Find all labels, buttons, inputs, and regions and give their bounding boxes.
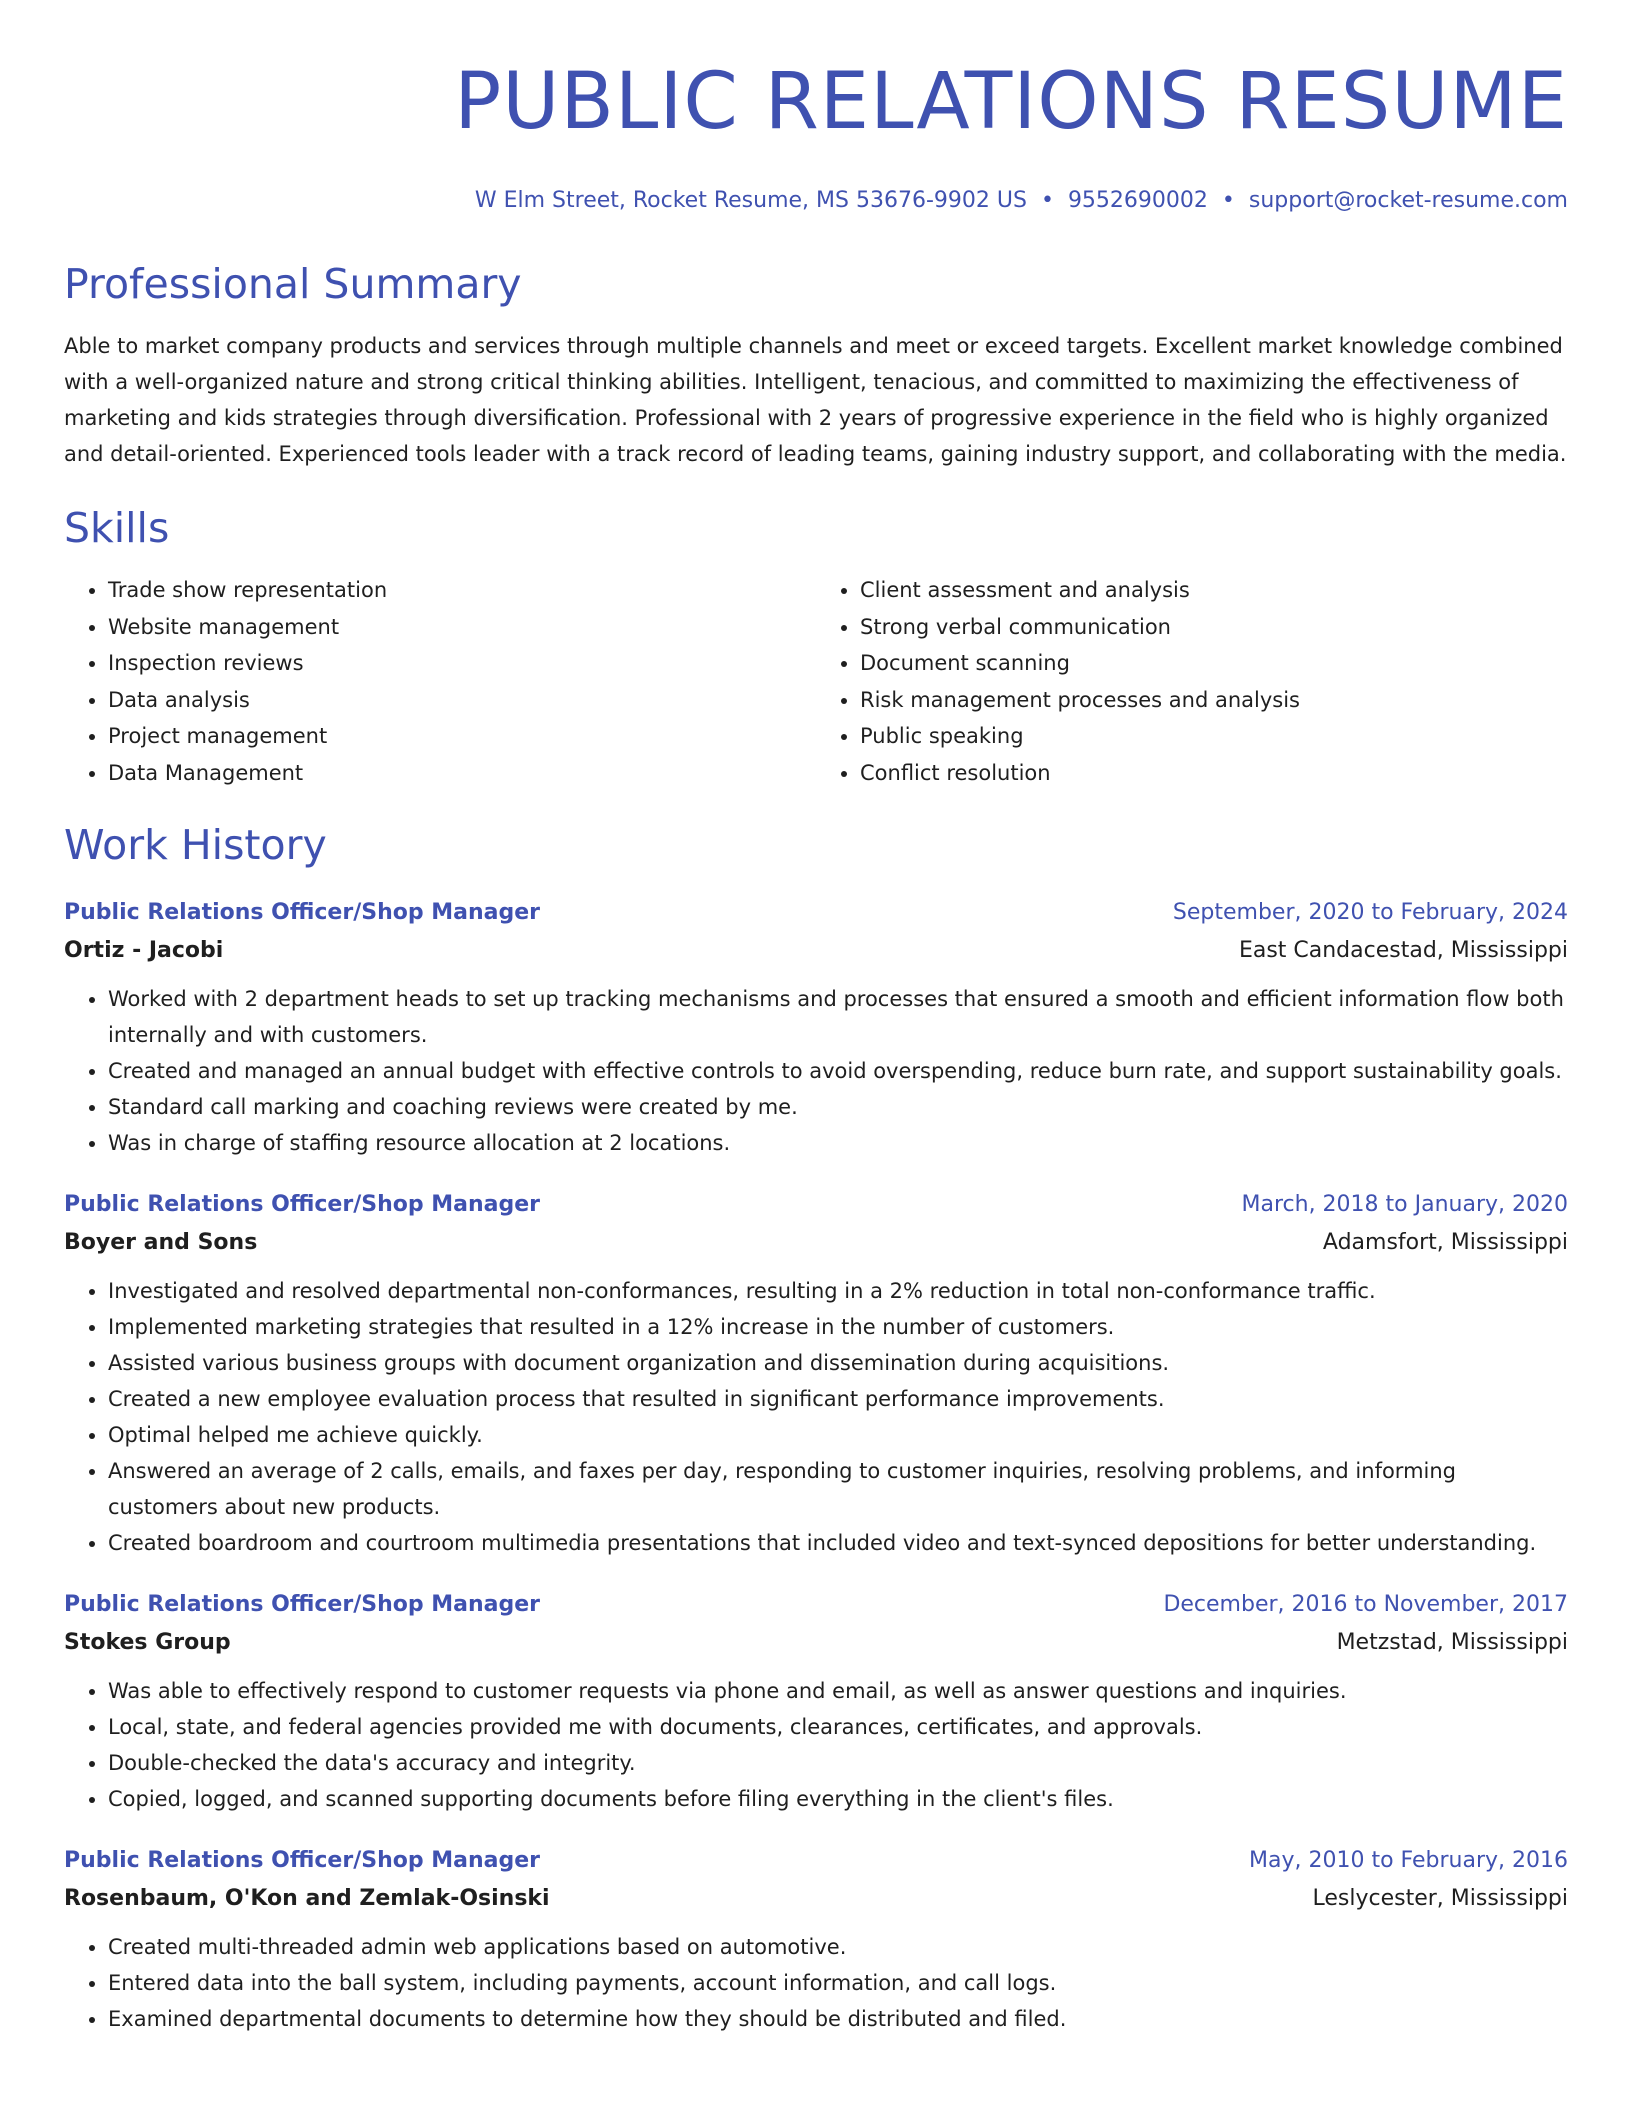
job-entry [64, 1187, 1568, 1561]
job-header [64, 1187, 1568, 1223]
skills-heading: Skills [64, 504, 170, 552]
job-dates: December, 2016 to November, 2017 [1163, 1592, 1568, 1617]
skill-item: • Data analysis [108, 682, 816, 719]
skill-item: • Document scanning [860, 645, 1568, 682]
job-bullets [64, 981, 1568, 1161]
job-entry [64, 895, 1568, 1161]
job-company: Rosenbaum, O'Kon and Zemlak-Osinski [64, 1886, 550, 1911]
job-dates: March, 2018 to January, 2020 [1241, 1192, 1568, 1217]
job-bullet: • Created multi-threaded admin web applications based on automotive. [108, 1929, 1568, 1965]
skill-item: • Client assessment and analysis [860, 572, 1568, 609]
skills-column-left [64, 572, 816, 791]
job-entry [64, 1843, 1568, 2037]
contact-separator: • [1040, 188, 1054, 213]
job-subheader [64, 931, 1568, 971]
job-bullet: • Local, state, and federal agencies provided me with documents, clearances, certificates, and approvals. [108, 1709, 1568, 1745]
resume-title: PUBLIC RELATIONS RESUME [454, 57, 1568, 147]
job-bullet: • Optimal helped me achieve quickly. [108, 1417, 1568, 1453]
job-bullet: • Was in charge of staffing resource allocation at 2 locations. [108, 1125, 1568, 1161]
job-company: Boyer and Sons [64, 1230, 258, 1255]
job-dates: September, 2020 to February, 2024 [1172, 900, 1568, 925]
skill-item: • Conflict resolution [860, 755, 1568, 792]
job-header [64, 1843, 1568, 1879]
skill-item: • Trade show representation [108, 572, 816, 609]
skill-item: • Risk management processes and analysis [860, 682, 1568, 719]
contact-separator: • [1221, 188, 1235, 213]
job-bullet: • Implemented marketing strategies that resulted in a 12% increase in the number of customers. [108, 1309, 1568, 1345]
job-bullet: • Created a new employee evaluation process that resulted in significant performance improvements. [108, 1381, 1568, 1417]
job-bullet: • Created boardroom and courtroom multimedia presentations that included video and text-synced depositions for better understanding. [108, 1525, 1568, 1561]
skill-item: • Strong verbal communication [860, 609, 1568, 646]
job-bullet: • Was able to effectively respond to customer requests via phone and email, as well as answer questions and inquiries. [108, 1673, 1568, 1709]
job-header [64, 895, 1568, 931]
job-subheader [64, 1879, 1568, 1919]
job-title: Public Relations Officer/Shop Manager [64, 1192, 541, 1217]
job-bullet: • Copied, logged, and scanned supporting documents before filing everything in the client's files. [108, 1781, 1568, 1817]
job-header [64, 1587, 1568, 1623]
skill-item: • Website management [108, 609, 816, 646]
job-subheader [64, 1623, 1568, 1663]
job-bullet: • Double-checked the data's accuracy and integrity. [108, 1745, 1568, 1781]
job-bullets [64, 1273, 1568, 1561]
job-bullet: • Created and managed an annual budget with effective controls to avoid overspending, reduce burn rate, and support sustainability goals. [108, 1053, 1568, 1089]
skills-list [64, 572, 1568, 791]
skill-item: • Inspection reviews [108, 645, 816, 682]
job-dates: May, 2010 to February, 2016 [1249, 1848, 1568, 1873]
job-subheader [64, 1223, 1568, 1263]
skill-item: • Project management [108, 718, 816, 755]
job-location: Adamsfort, Mississippi [1322, 1230, 1568, 1255]
work-history-heading: Work History [64, 821, 327, 869]
job-bullet: • Examined departmental documents to determine how they should be distributed and filed. [108, 2001, 1568, 2037]
job-bullet: • Investigated and resolved departmental non-conformances, resulting in a 2% reduction in total non-conformance traffic. [108, 1273, 1568, 1309]
job-location: Metzstad, Mississippi [1336, 1630, 1568, 1655]
job-company: Ortiz - Jacobi [64, 938, 224, 963]
job-bullets [64, 1673, 1568, 1817]
job-title: Public Relations Officer/Shop Manager [64, 900, 541, 925]
job-bullet: • Answered an average of 2 calls, emails, and faxes per day, responding to customer inquiries, resolving problems, and informing customers about new products. [108, 1453, 1568, 1525]
job-location: East Candacestad, Mississippi [1238, 938, 1568, 963]
job-entry [64, 1587, 1568, 1817]
job-bullet: • Standard call marking and coaching reviews were created by me. [108, 1089, 1568, 1125]
job-title: Public Relations Officer/Shop Manager [64, 1848, 541, 1873]
skill-item: • Public speaking [860, 718, 1568, 755]
job-title: Public Relations Officer/Shop Manager [64, 1592, 541, 1617]
skills-column-right [816, 572, 1568, 791]
email-link[interactable]: support@rocket-resume.com [1248, 188, 1568, 213]
job-location: Leslycester, Mississippi [1312, 1886, 1568, 1911]
job-company: Stokes Group [64, 1630, 231, 1655]
address: W Elm Street, Rocket Resume, MS 53676-9902 US [474, 188, 1027, 213]
summary-heading: Professional Summary [64, 260, 522, 308]
work-history-list [64, 895, 1568, 2037]
phone: 9552690002 [1067, 188, 1208, 213]
job-bullet: • Entered data into the ball system, including payments, account information, and call logs. [108, 1965, 1568, 2001]
skill-item: • Data Management [108, 755, 816, 792]
job-bullet: • Worked with 2 department heads to set up tracking mechanisms and processes that ensured a smooth and efficient information flow both internally and with customers. [108, 981, 1568, 1053]
summary-text: Able to market company products and services through multiple channels and meet or exceed targets. Excellent market knowledge combined with a well-organized nature and strong critical thinking abilities. Intelligent, tenacious, and committed to maximizing the effectiveness of marketing and kids strategies through diversification. Professional with 2 years of progressive experience in the field who is highly organized and detail-oriented. Experienced tools leader with a track record of leading teams, gaining industry support, and collaborating with the media. [64, 334, 1567, 466]
contact-line [64, 186, 1568, 216]
job-bullets [64, 1929, 1568, 2037]
job-bullet: • Assisted various business groups with document organization and dissemination during acquisitions. [108, 1345, 1568, 1381]
